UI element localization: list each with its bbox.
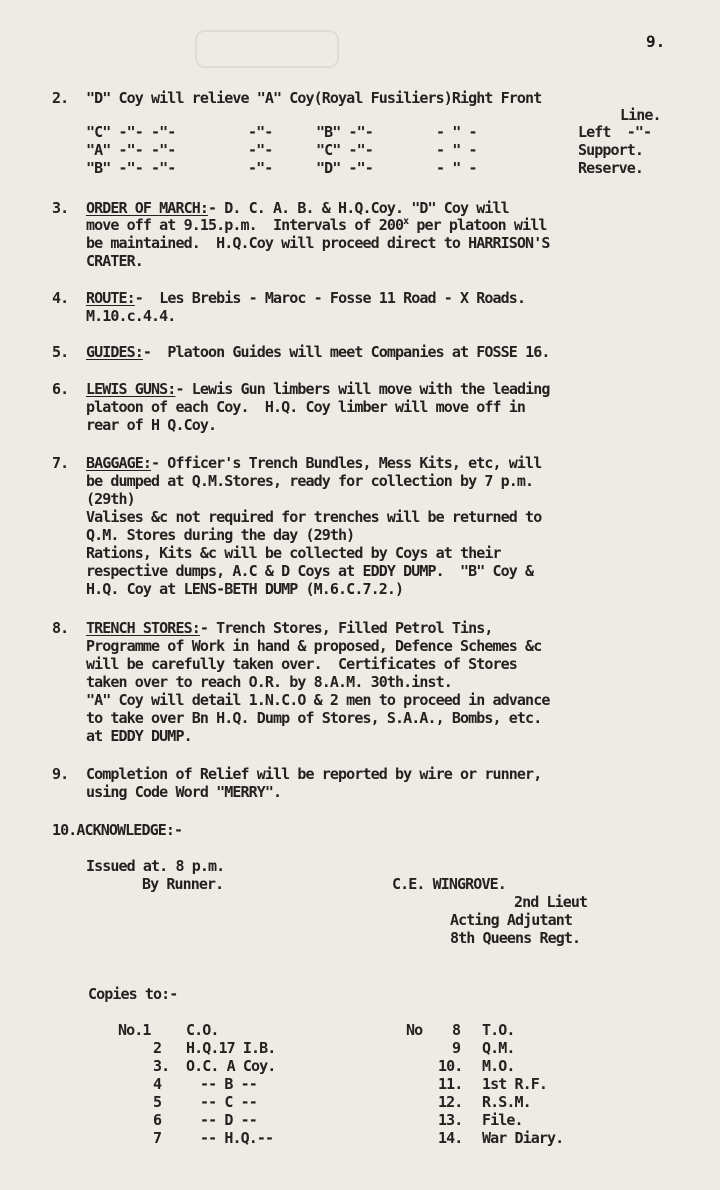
para5-line1-text: - Platoon Guides will meet Companies at FOSSE 16. <box>142 343 550 361</box>
relief-row-2-b: -"- <box>248 141 273 159</box>
acknowledge-line: 10.ACKNOWLEDGE:- <box>52 821 183 839</box>
para6-heading: LEWIS GUNS: <box>86 380 176 398</box>
copy-number: 3. <box>153 1057 170 1075</box>
signatory-rank: 2nd Lieut <box>514 893 588 911</box>
para8-line4: taken over to reach O.R. by 8.A.M. 30th.inst. <box>86 673 452 691</box>
relief-row-2-c: "C" -"- <box>316 141 373 159</box>
para8-line5: "A" Coy will detail 1.N.C.O & 2 men to proceed in advance <box>86 691 550 709</box>
para2-number: 2. <box>52 89 69 107</box>
relief-row-1-d: - " - <box>436 123 477 141</box>
para4-line1 <box>86 290 525 307</box>
para7-line4: Valises &c not required for trenches will be returned to <box>86 508 542 526</box>
page-number: 9. <box>646 32 666 51</box>
para9-line2: using Code Word "MERRY". <box>86 783 282 801</box>
copy-recipient: H.Q.17 I.B. <box>186 1039 276 1057</box>
copy-number: 4 <box>153 1075 162 1093</box>
relief-row-1-a: "C" -"- -"- <box>86 123 176 141</box>
copy-recipient: War Diary. <box>482 1129 564 1147</box>
copy-number: 11. <box>438 1075 463 1093</box>
para6-line3: rear of H Q.Coy. <box>86 416 217 434</box>
relief-row-1-b: -"- <box>248 123 273 141</box>
copy-number: 9 <box>452 1039 461 1057</box>
para4-number: 4. <box>52 289 69 307</box>
relief-row-3-c: "D" -"- <box>316 159 373 177</box>
para3-number: 3. <box>52 199 69 217</box>
signatory-unit: 8th Queens Regt. <box>450 929 581 947</box>
para3-line2-sup: x <box>403 216 409 227</box>
para3-line1-text: - D. C. A. B. & H.Q.Coy. "D" Coy will <box>207 199 509 217</box>
para3-line2 <box>86 217 546 234</box>
copy-recipient: File. <box>482 1111 523 1129</box>
copy-prefix: No <box>406 1021 423 1039</box>
relief-row-3-e: Reserve. <box>578 159 644 177</box>
copy-recipient: -- H.Q.-- <box>200 1129 274 1147</box>
para7-number: 7. <box>52 454 69 472</box>
relief-row-2-a: "A" -"- -"- <box>86 141 176 159</box>
para7-line1-text: - Officer's Trench Bundles, Mess Kits, etc, will <box>151 454 542 472</box>
copy-recipient: -- C -- <box>200 1093 257 1111</box>
para2-line1b: Line. <box>620 106 661 124</box>
copy-recipient: Q.M. <box>482 1039 515 1057</box>
copy-number: 6 <box>153 1111 162 1129</box>
para3-line2-a: move off at 9.15.p.m. Intervals of 200 <box>86 216 404 234</box>
copy-recipient: T.O. <box>482 1021 515 1039</box>
para8-heading: TRENCH STORES: <box>86 619 200 637</box>
issued-by: By Runner. <box>142 875 224 893</box>
para3-line2-b: per platoon will <box>408 216 547 234</box>
para4-heading: ROUTE: <box>86 289 135 307</box>
para8-line2: Programme of Work in hand & proposed, Defence Schemes &c <box>86 637 542 655</box>
relief-row-1-c: "B" -"- <box>316 123 373 141</box>
para9-number: 9. <box>52 765 69 783</box>
copy-recipient: R.S.M. <box>482 1093 531 1111</box>
para7-line8: H.Q. Coy at LENS-BETH DUMP (M.6.C.7.2.) <box>86 580 404 598</box>
para3-line3: be maintained. H.Q.Coy will proceed direct to HARRISON'S <box>86 234 550 252</box>
copy-number: 14. <box>438 1129 463 1147</box>
para7-line1 <box>86 455 541 472</box>
copy-recipient: O.C. A Coy. <box>186 1057 276 1075</box>
para3-line4: CRATER. <box>86 252 143 270</box>
para7-line5: Q.M. Stores during the day (29th) <box>86 526 355 544</box>
para7-line6: Rations, Kits &c will be collected by Coys at their <box>86 544 501 562</box>
para4-line2: M.10.c.4.4. <box>86 307 176 325</box>
para8-line3: will be carefully taken over. Certificates of Stores <box>86 655 517 673</box>
copy-number: 8 <box>452 1021 461 1039</box>
para8-number: 8. <box>52 619 69 637</box>
copy-recipient: -- B -- <box>200 1075 257 1093</box>
signatory-role: Acting Adjutant <box>450 911 572 929</box>
para5-number: 5. <box>52 343 69 361</box>
para4-line1-text: - Les Brebis - Maroc - Fosse 11 Road - X Roads. <box>134 289 526 307</box>
copy-recipient: 1st R.F. <box>482 1075 548 1093</box>
para9-line1: Completion of Relief will be reported by wire or runner, <box>86 765 542 783</box>
para6-line1-text: - Lewis Gun limbers will move with the leading <box>175 380 550 398</box>
relief-row-3-b: -"- <box>248 159 273 177</box>
copy-number: 10. <box>438 1057 463 1075</box>
copy-recipient: -- D -- <box>200 1111 257 1129</box>
para5-line1 <box>86 344 549 361</box>
para7-line2: be dumped at Q.M.Stores, ready for collection by 7 p.m. <box>86 472 534 490</box>
copy-number: 5 <box>153 1093 162 1111</box>
faded-stamp <box>195 30 339 68</box>
para6-number: 6. <box>52 380 69 398</box>
relief-row-3-a: "B" -"- -"- <box>86 159 176 177</box>
relief-row-3-d: - " - <box>436 159 477 177</box>
relief-row-1-e: Left -"- <box>578 123 652 141</box>
para5-heading: GUIDES: <box>86 343 143 361</box>
copy-number: No.1 <box>118 1021 151 1039</box>
para3-heading: ORDER OF MARCH: <box>86 199 208 217</box>
copies-heading: Copies to:- <box>88 985 178 1003</box>
copy-number: 7 <box>153 1129 162 1147</box>
copy-recipient: C.O. <box>186 1021 219 1039</box>
relief-row-2-d: - " - <box>436 141 477 159</box>
copy-number: 12. <box>438 1093 463 1111</box>
issued-time: Issued at. 8 p.m. <box>86 857 225 875</box>
signatory-name: C.E. WINGROVE. <box>392 875 506 893</box>
copy-number: 13. <box>438 1111 463 1129</box>
para7-line7: respective dumps, A.C & D Coys at EDDY DUMP. "B" Coy & <box>86 562 534 580</box>
para6-line1 <box>86 381 549 398</box>
para8-line1-text: - Trench Stores, Filled Petrol Tins, <box>199 619 493 637</box>
copy-recipient: M.O. <box>482 1057 515 1075</box>
para2-line1: "D" Coy will relieve "A" Coy(Royal Fusiliers)Right Front <box>86 89 542 107</box>
relief-row-2-e: Support. <box>578 141 644 159</box>
para3-line1 <box>86 200 509 217</box>
para8-line6: to take over Bn H.Q. Dump of Stores, S.A.A., Bombs, etc. <box>86 709 542 727</box>
para7-heading: BAGGAGE: <box>86 454 152 472</box>
para8-line7: at EDDY DUMP. <box>86 727 192 745</box>
para8-line1 <box>86 620 493 637</box>
copy-number: 2 <box>153 1039 162 1057</box>
para7-line3: (29th) <box>86 490 135 508</box>
para6-line2: platoon of each Coy. H.Q. Coy limber will move off in <box>86 398 526 416</box>
